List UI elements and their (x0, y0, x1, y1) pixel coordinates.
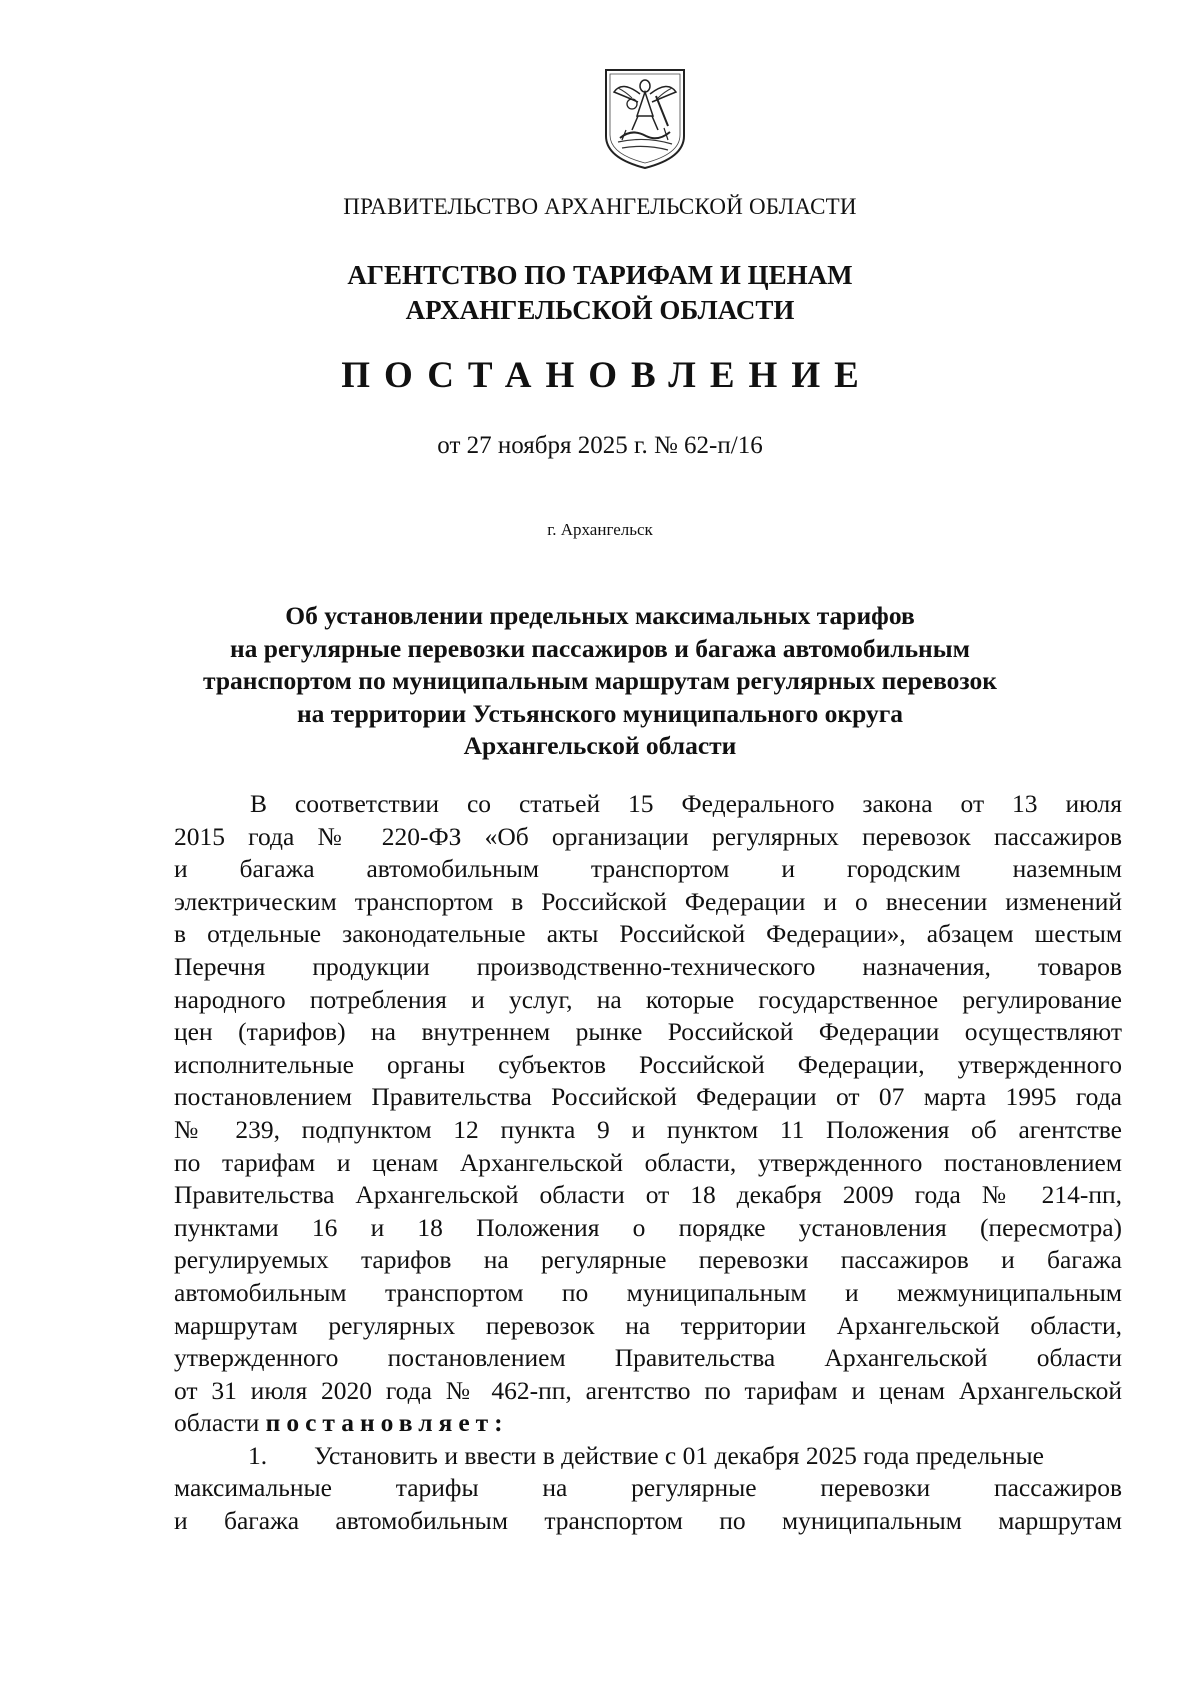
document-city: г. Архангельск (547, 520, 653, 539)
document-type: ПОСТАНОВЛЕНИЕ (341, 355, 873, 396)
preamble-line: пунктами 16 и 18 Положения о порядке установления (пересмотра) (174, 1212, 1122, 1242)
preamble-line: автомобильным транспортом по муниципальным и межмуниципальным (174, 1277, 1122, 1307)
coat-of-arms-emblem (602, 66, 688, 170)
preamble-line: утвержденного постановлением Правительства Архангельской области (174, 1343, 1122, 1373)
title-line: на территории Устьянского муниципального округа (296, 698, 904, 728)
item-1-number: 1. (248, 1440, 268, 1470)
preamble-line: регулируемых тарифов на регулярные перевозки пассажиров и багажа (174, 1245, 1122, 1275)
title-line: на регулярные перевозки пассажиров и багажа автомобильным (229, 633, 971, 663)
document-title (0, 600, 1200, 763)
item-1-line: и багажа автомобильным транспортом по муниципальным маршрутам (174, 1506, 1122, 1536)
document-date-number: от 27 ноября 2025 г. № 62-п/16 (437, 432, 763, 459)
preamble-line: исполнительные органы субъектов Российской Федерации, утвержденного (174, 1049, 1122, 1079)
item-1-line: максимальные тарифы на регулярные перевозки пассажиров (174, 1473, 1122, 1503)
agency-name (0, 258, 1200, 328)
preamble-line: цен (тарифов) на внутреннем рынке Российской Федерации осуществляют (174, 1017, 1122, 1047)
resolves-line (174, 1407, 1122, 1440)
agency-name-line2: АРХАНГЕЛЬСКОЙ ОБЛАСТИ (405, 295, 795, 325)
preamble-line: 2015 года № 220-ФЗ «Об организации регулярных перевозок пассажиров (174, 821, 1122, 851)
preamble-line: № 239, подпунктом 12 пункта 9 и пунктом 11 Положения об агентстве (174, 1114, 1122, 1144)
item-1-first-line (174, 1440, 1122, 1473)
preamble-line: народного потребления и услуг, на которые государственное регулирование (174, 984, 1122, 1014)
resolves-word: постановляет: (265, 1408, 509, 1438)
title-line: транспортом по муниципальным маршрутам регулярных перевозок (203, 666, 997, 695)
preamble-line: электрическим транспортом в Российской Федерации и о внесении изменений (174, 886, 1122, 916)
preamble-line: от 31 июля 2020 года № 462-пп, агентство по тарифам и ценам Архангельской (174, 1375, 1122, 1405)
government-name: ПРАВИТЕЛЬСТВО АРХАНГЕЛЬСКОЙ ОБЛАСТИ (343, 194, 857, 219)
preamble-line: Перечня продукции производственно-технического назначения, товаров (174, 951, 1122, 981)
resolves-prefix: области (174, 1408, 260, 1438)
preamble-line: и багажа автомобильным транспортом и городским наземным (174, 854, 1122, 884)
preamble-line: Правительства Архангельской области от 18 декабря 2009 года № 214-пп, (174, 1180, 1122, 1210)
title-line: Архангельской области (463, 731, 737, 760)
preamble-line: В соответствии со статьей 15 Федерального закона от 13 июля (250, 789, 1122, 818)
preamble-line: постановлением Правительства Российской Федерации от 07 марта 1995 года (174, 1082, 1122, 1112)
preamble-line: маршрутам регулярных перевозок на территории Архангельской области, (174, 1310, 1122, 1340)
preamble-line: по тарифам и ценам Архангельской области, утвержденного постановлением (174, 1147, 1122, 1177)
title-line: Об установлении предельных максимальных тарифов (285, 601, 915, 630)
document-body (174, 788, 1122, 1538)
preamble-line: в отдельные законодательные акты Российской Федерации», абзацем шестым (174, 919, 1122, 949)
agency-name-line1: АГЕНТСТВО ПО ТАРИФАМ И ЦЕНАМ (347, 260, 853, 290)
item-1-first-text: Установить и ввести в действие с 01 декабря 2025 года предельные (314, 1440, 1044, 1470)
